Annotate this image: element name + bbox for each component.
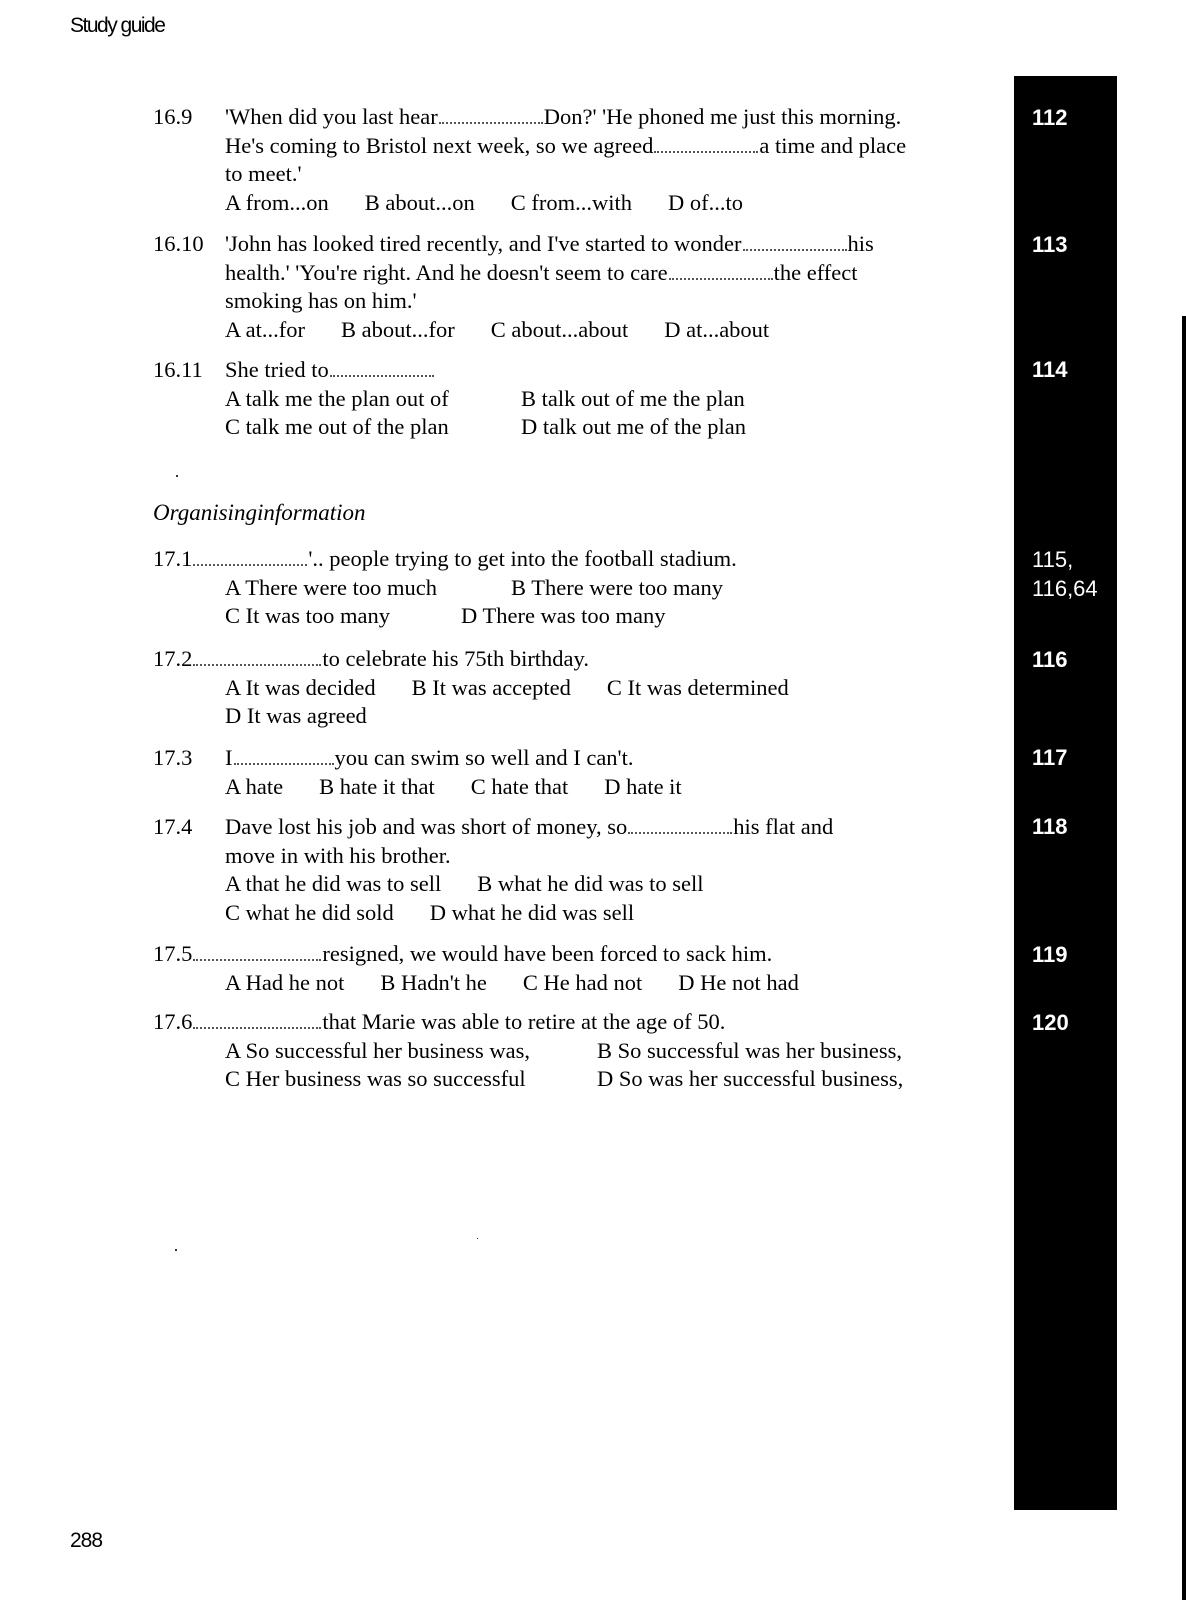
question-16-11	[153, 356, 746, 442]
answer-option: A talk me the plan out of	[225, 385, 449, 411]
question-17-3	[153, 744, 682, 801]
question-17-4	[153, 813, 833, 927]
answer-option: B There were too many	[511, 574, 724, 600]
question-text: Dave lost his job and was short of money, so	[225, 814, 628, 839]
answer-blank	[193, 955, 321, 961]
answer-option: B talk out of me the plan	[521, 385, 745, 411]
answer-option: D There was too many	[461, 603, 666, 628]
ref-number: 119	[1032, 942, 1068, 967]
question-17-6	[153, 1008, 903, 1094]
answer-option: B hate it that	[319, 773, 435, 799]
question-number: 16.11	[153, 357, 203, 382]
answer-option: D It was agreed	[225, 703, 367, 728]
ref-number: 118	[1032, 814, 1068, 839]
answer-option: D talk out me of the plan	[521, 414, 746, 439]
ref-number: 117	[1032, 745, 1068, 770]
question-text: to meet.'	[225, 161, 302, 186]
answer-option: B Hadn't he	[380, 969, 487, 995]
ref-number: 114	[1032, 357, 1068, 382]
question-text: Don?' 'He phoned me just this morning.	[543, 104, 902, 129]
answer-option: A It was decided	[225, 674, 376, 700]
question-text: to celebrate his 75th birthday.	[322, 646, 589, 671]
answer-option: C what he did sold	[225, 899, 394, 925]
answer-option: D what he did was sell	[429, 899, 635, 925]
answer-blank	[193, 1023, 321, 1029]
question-text: his	[847, 231, 874, 256]
reference-sidebar	[1014, 76, 1117, 1510]
question-17-2	[153, 645, 789, 731]
answer-option: D of...to	[668, 189, 743, 215]
answer-option: D hate it	[604, 773, 682, 799]
answer-blank	[743, 245, 847, 251]
question-16-10	[153, 230, 874, 344]
answer-blank	[234, 759, 334, 765]
answer-option: C about...about	[490, 316, 629, 342]
section-heading: Organisinginformation	[153, 500, 366, 525]
answer-blank	[669, 274, 773, 280]
answer-option: C hate that	[470, 773, 569, 799]
answer-option: C talk me out of the plan	[225, 414, 449, 439]
answer-blank	[330, 371, 434, 377]
answer-blank	[193, 660, 321, 666]
question-text: that Marie was able to retire at the age of 50.	[322, 1009, 726, 1034]
question-number: 17.5	[153, 941, 193, 966]
question-text: '.. people trying to get into the football stadium.	[308, 546, 737, 571]
page-number: 288	[70, 1529, 103, 1552]
question-17-1	[153, 545, 737, 631]
answer-option: A that he did was to sell	[225, 871, 442, 896]
scan-speck	[176, 475, 178, 477]
answer-option: C from...with	[510, 189, 632, 215]
running-header: Study guide	[70, 14, 165, 37]
answer-option: C It was too many	[225, 603, 390, 628]
question-16-9	[153, 103, 906, 217]
ref-number: 115, 116,64	[1032, 547, 1098, 601]
answer-option: B what he did was to sell	[477, 871, 704, 896]
answer-option: B So successful was her business,	[597, 1037, 902, 1063]
answer-option: D at...about	[664, 316, 770, 342]
question-text: a time and place	[759, 132, 907, 158]
answer-option: A at...for	[225, 316, 305, 342]
question-text: She tried to	[225, 357, 329, 382]
answer-blank	[439, 118, 543, 124]
ref-number: 116	[1032, 647, 1068, 672]
answer-option: A hate	[225, 773, 284, 799]
question-number: 17.3	[153, 745, 193, 770]
answer-blank	[193, 560, 307, 566]
answer-blank	[654, 147, 758, 153]
question-text: smoking has on him.'	[225, 288, 417, 313]
answer-blank	[628, 828, 732, 834]
question-number: 17.1	[153, 546, 193, 571]
question-number: 16.9	[153, 104, 193, 129]
question-text: move in with his brother.	[225, 842, 451, 868]
answer-option: C It was determined	[606, 674, 789, 700]
answer-option: B It was accepted	[411, 674, 571, 700]
question-number: 17.2	[153, 646, 193, 671]
question-text: 'John has looked tired recently, and I've started to wonder	[225, 231, 742, 256]
ref-number: 112	[1032, 105, 1068, 130]
question-text: you can swim so well and I can't.	[334, 745, 634, 770]
question-text: I	[225, 745, 233, 770]
answer-option: D He not had	[678, 969, 799, 995]
answer-option: B about...on	[364, 189, 475, 215]
question-number: 16.10	[153, 231, 204, 256]
ref-number: 113	[1032, 232, 1068, 257]
page-edge-shadow	[1182, 316, 1186, 1600]
answer-option: B about...for	[340, 316, 455, 342]
question-number: 17.6	[153, 1009, 193, 1034]
ref-number: 120	[1032, 1010, 1069, 1035]
question-text: He's coming to Bristol next week, so we agreed	[225, 132, 654, 158]
answer-option: C He had not	[522, 969, 643, 995]
question-text: the effect	[773, 259, 858, 285]
question-text: 'When did you last hear	[225, 104, 438, 129]
question-number: 17.4	[153, 814, 193, 839]
answer-option: A Had he not	[225, 969, 345, 995]
question-text: health.' 'You're right. And he doesn't seem to care	[225, 259, 668, 285]
answer-option: C Her business was so successful	[225, 1066, 526, 1091]
scan-speck	[175, 1249, 177, 1251]
question-17-5	[153, 940, 799, 997]
scan-speck	[477, 1238, 478, 1239]
question-text: his flat and	[733, 814, 834, 839]
answer-option: A So successful her business was,	[225, 1037, 530, 1063]
answer-option: A There were too much	[225, 574, 438, 600]
question-text: resigned, we would have been forced to sack him.	[322, 941, 773, 966]
answer-option: D So was her successful business,	[597, 1066, 904, 1091]
answer-option: A from...on	[225, 189, 329, 215]
